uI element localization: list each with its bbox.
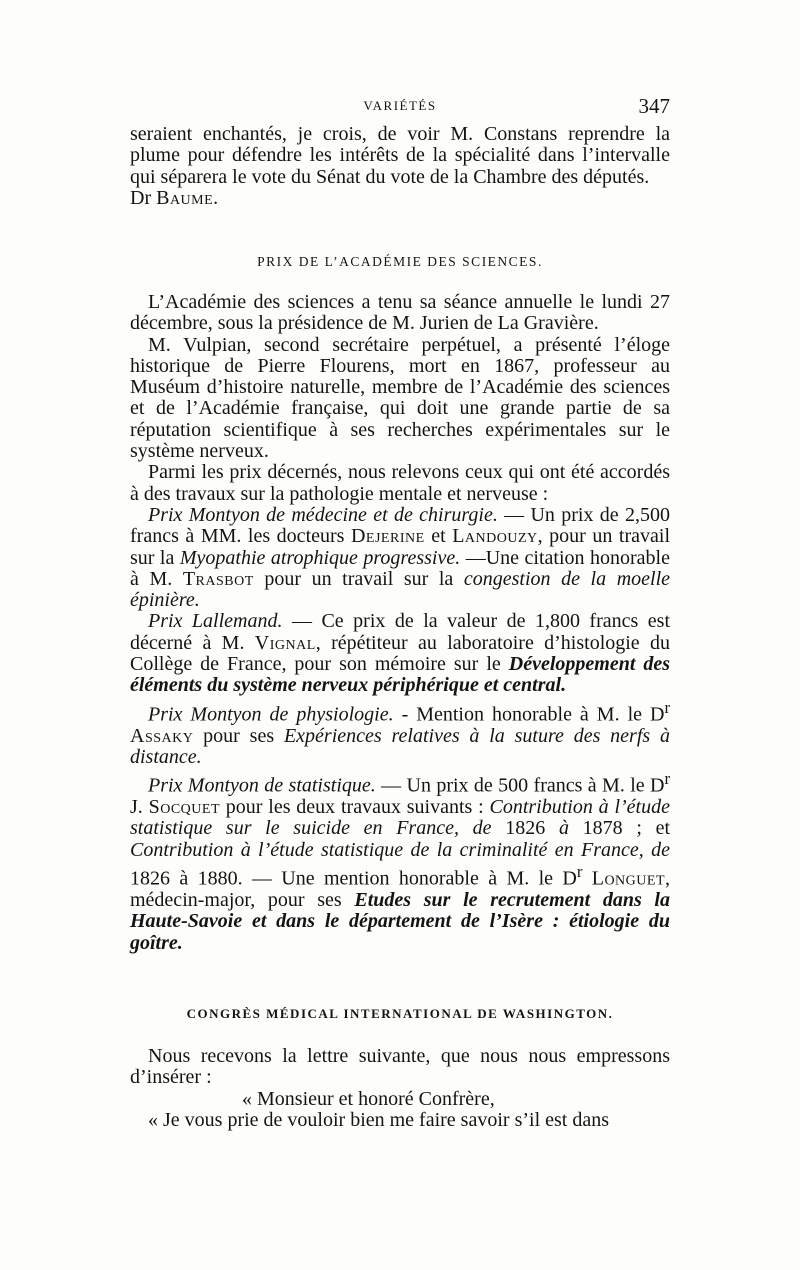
prize-title: Prix Montyon de statistique. [148, 774, 376, 797]
person-name: Dejerine [350, 525, 425, 548]
paragraph-prix-montyon-medecine: Prix Montyon de médecine et de chirurgie. — Un prix de 2,500 francs à MM. les docteurs Dejerine et Landouzy, pour un travail sur la Myopathie atrophique progressive. —Une citation honorable à M. Trasbot pour un travail sur la congestion de la moelle épinière. [130, 503, 670, 612]
letter-first-line: « Je vous prie de vouloir bien me faire savoir s’il est dans [148, 1108, 609, 1131]
person-name: Landouzy [452, 525, 538, 548]
person-name: Trasbot [182, 567, 254, 590]
section-congres-body [130, 1046, 670, 1131]
section-heading-congres: CONGRÈS MÉDICAL INTERNATIONAL DE WASHINGTON. [186, 1006, 614, 1021]
paragraph-prix-montyon-physiologie: Prix Montyon de physiologie. - Mention honorable à M. le $D^r$ Assaky pour ses Expériences relatives à la suture des nerfs à distance. [130, 697, 671, 768]
prize-title: Prix Lallemand. [148, 610, 283, 633]
person-name: Vignal [254, 631, 316, 654]
work-title: Développement des éléments du système nerveux périphérique et central. [130, 653, 671, 697]
person-name: Assaky [130, 724, 194, 747]
letter-salutation: « Monsieur et honoré Confrère, [242, 1087, 495, 1110]
section-heading-prix: PRIX DE L’ACADÉMIE DES SCIENCES. [257, 254, 543, 269]
paragraph-prix-intro: Parmi les prix décernés, nous relevons ceux qui ont été accordés à des travaux sur la pathologie mentale et nerveuse : [130, 461, 670, 505]
intro-block [130, 124, 670, 209]
paragraph-lettre: Nous recevons la lettre suivante, que nous nous empressons d’insérer : [130, 1045, 670, 1089]
prize-title: Prix Montyon de physiologie. [148, 703, 394, 726]
running-title: VARIÉTÉS [363, 98, 437, 113]
page-number: 347 [638, 94, 670, 118]
work-title: Etudes sur le recrutement dans la Haute-Savoie et dans le département de l’Isère : étiologie du goître. [130, 888, 670, 954]
work-title: congestion de la moelle épinière. [130, 567, 670, 612]
running-header [130, 94, 670, 118]
person-name: Socquet [148, 796, 220, 819]
prize-title: Prix Montyon de médecine et de chirurgie. [148, 503, 498, 526]
paragraph-vulpian: M. Vulpian, second secrétaire perpétuel, a présenté l’éloge historique de Pierre Flourens, mort en 1867, professeur au Muséum d’histoire naturelle, membre de l’Académie des sciences et de l’Académie française, qui doit une grande partie de sa réputation scientifique à ses recherches expérimentales sur le système nerveux. [130, 333, 670, 463]
person-name: Longuet [591, 867, 665, 890]
paragraph-prix-lallemand: Prix Lallemand. — Ce prix de la valeur de 1,800 francs est décerné à M. Vignal, répétiteur au laboratoire d’histologie du Collège de France, pour son mémoire sur le Développement des éléments du système nerveux périphérique et central. [130, 610, 671, 697]
intro-paragraph: seraient enchantés, je crois, de voir M. Constans reprendre la plume pour défendre les intérêts de la spécialité dans l’intervalle qui séparera le vote du Sénat du vote de la Chambre des députés. [130, 123, 670, 188]
signature: Dr Baume. [130, 186, 219, 209]
work-title: Myopathie atrophique progressive. [179, 546, 461, 569]
work-title: Contribution à l’étude statistique de la criminalité en France, de [130, 838, 670, 861]
work-title: Expériences relatives à la suture des nerfs à distance. [130, 724, 671, 768]
work-title: Contribution à l’étude statistique sur le suicide en France, de [130, 796, 670, 840]
paragraph-prix-montyon-statistique: Prix Montyon de statistique. — Un prix de 500 francs à M. le $D^r$ J. Socquet pour les deux travaux suivants : Contribution à l’étude statistique sur le suicide en France, de 1826 à 1878 ; et Contribution à l’étude statistique de la criminalité en France, de 1826 à 1880. — Une mention honorable à M. le $D^r$ Longuet, médecin-major, pour ses Etudes sur le recrutement dans la Haute-Savoie et dans le département de l’Isère : étiologie du goître. [130, 769, 671, 954]
section-prix-body [130, 292, 670, 954]
paragraph-seance: L’Académie des sciences a tenu sa séance annuelle le lundi 27 décembre, sous la présidence de M. Jurien de La Gravière. [130, 291, 670, 335]
